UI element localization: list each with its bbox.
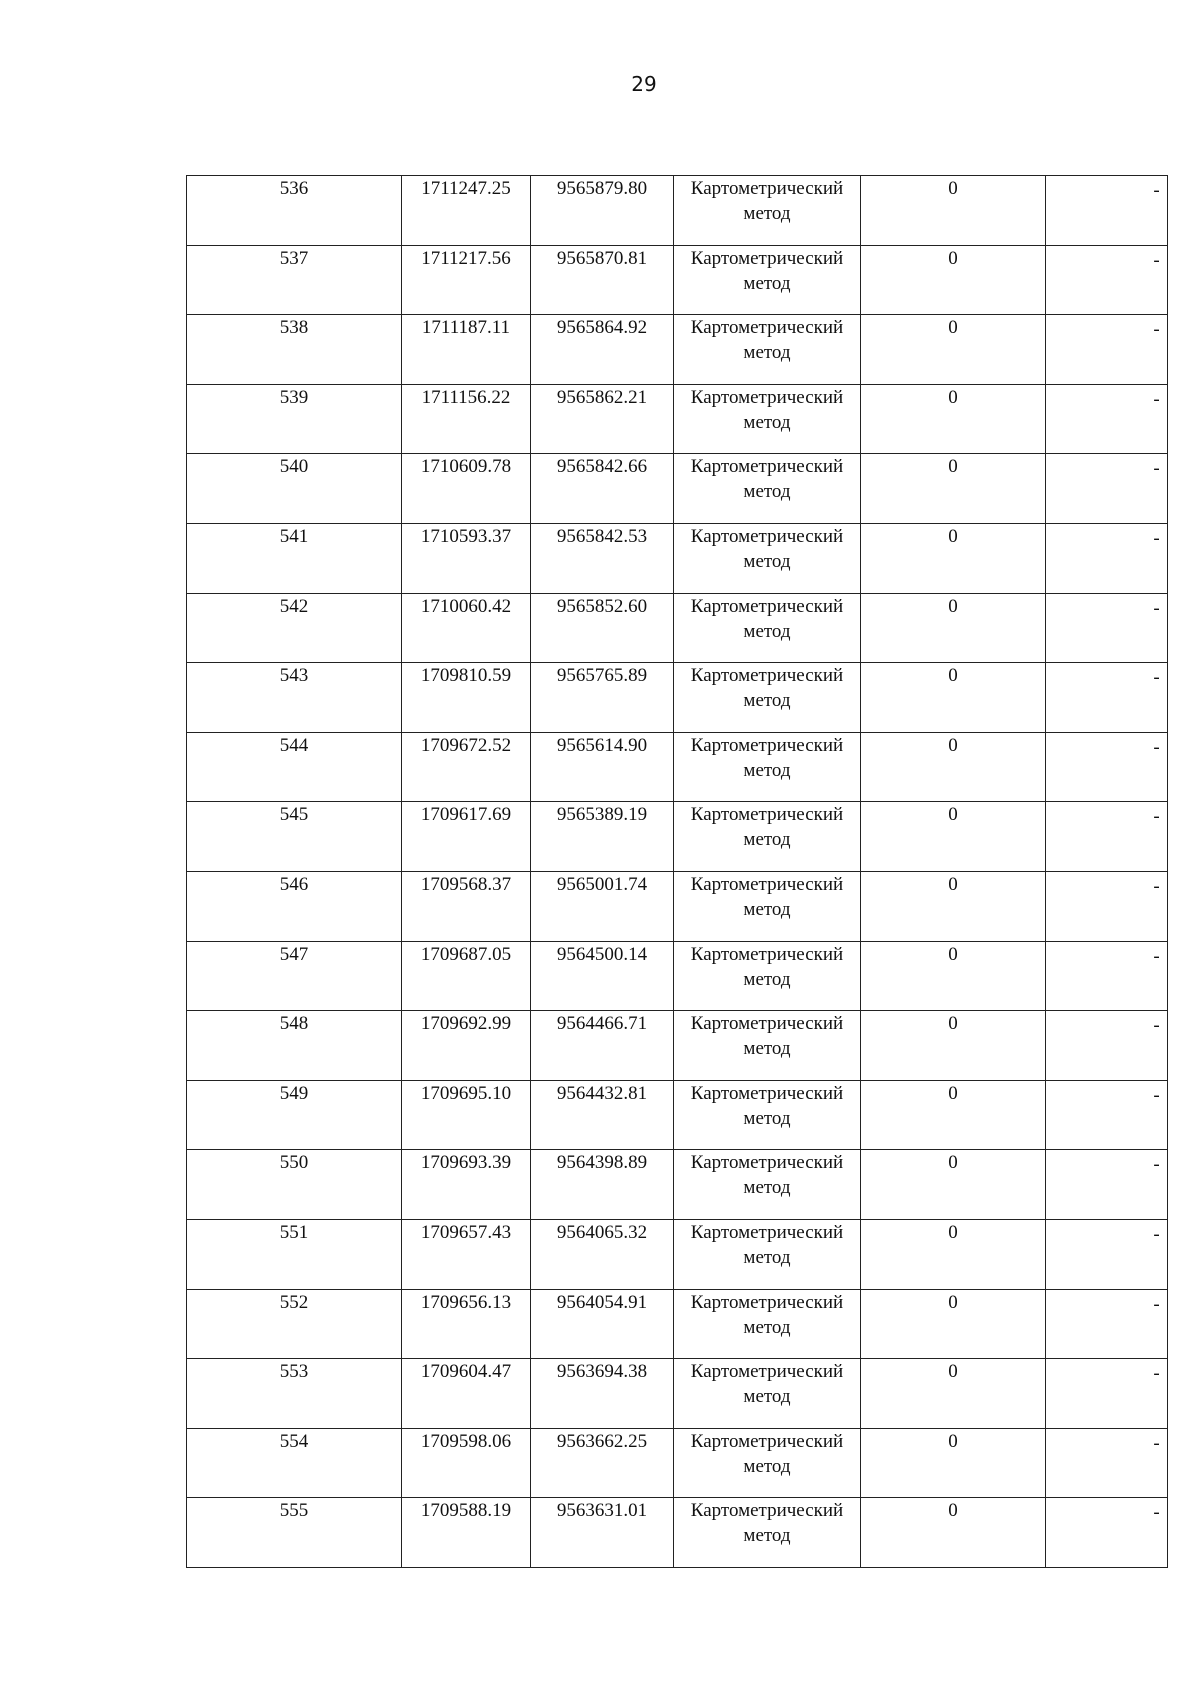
method-cell — [674, 1428, 861, 1498]
point-number: 539 — [279, 386, 309, 408]
method-line-1: Картометрический — [690, 1361, 844, 1383]
point-number: 537 — [279, 247, 309, 269]
y-coordinate: 9563631.01 — [556, 1500, 648, 1522]
y-coordinate-cell — [531, 1498, 674, 1568]
error-value: 0 — [948, 1361, 958, 1383]
method-cell — [674, 384, 861, 454]
y-coordinate-cell — [531, 315, 674, 385]
error-value: 0 — [948, 804, 958, 826]
y-coordinate: 9563694.38 — [556, 1361, 648, 1383]
x-coordinate-cell — [402, 1359, 531, 1429]
y-coordinate: 9565879.80 — [556, 178, 648, 199]
y-coordinate: 9564432.81 — [556, 1082, 648, 1104]
note-dash: - — [1153, 875, 1160, 897]
point-number: 541 — [279, 525, 309, 547]
table-row — [187, 663, 1168, 733]
note-dash: - — [1153, 1363, 1160, 1385]
x-coordinate: 1709588.19 — [420, 1500, 512, 1522]
y-coordinate: 9564398.89 — [556, 1152, 648, 1174]
note-dash: - — [1153, 1154, 1160, 1176]
x-coordinate-cell — [402, 1428, 531, 1498]
table-row — [187, 1219, 1168, 1289]
x-coordinate: 1711217.56 — [421, 247, 511, 269]
note-cell — [1046, 315, 1168, 385]
x-coordinate: 1711187.11 — [421, 317, 511, 339]
method-line-1: Картометрический — [690, 247, 844, 269]
y-coordinate-cell — [531, 1359, 674, 1429]
method-line-2: метод — [743, 342, 791, 364]
y-coordinate-cell — [531, 454, 674, 524]
x-coordinate: 1709693.39 — [420, 1152, 512, 1174]
method-line-2: метод — [743, 1316, 791, 1338]
x-coordinate-cell — [402, 593, 531, 663]
note-dash: - — [1153, 319, 1160, 341]
error-value: 0 — [948, 595, 958, 617]
note-cell — [1046, 1219, 1168, 1289]
error-cell — [861, 1428, 1046, 1498]
point-number-cell — [187, 454, 402, 524]
y-coordinate: 9565870.81 — [556, 247, 648, 269]
y-coordinate: 9565842.53 — [556, 525, 648, 547]
method-cell — [674, 1289, 861, 1359]
x-coordinate: 1710593.37 — [420, 525, 512, 547]
table-row — [187, 1289, 1168, 1359]
point-number-cell — [187, 1219, 402, 1289]
x-coordinate-cell — [402, 1080, 531, 1150]
y-coordinate-cell — [531, 384, 674, 454]
point-number: 550 — [279, 1152, 309, 1174]
note-dash: - — [1153, 1293, 1160, 1315]
point-number: 540 — [279, 456, 309, 478]
table-row — [187, 245, 1168, 315]
x-coordinate: 1709604.47 — [420, 1361, 512, 1383]
point-number: 546 — [279, 873, 309, 895]
y-coordinate: 9565852.60 — [556, 595, 648, 617]
method-cell — [674, 663, 861, 733]
x-coordinate-cell — [402, 245, 531, 315]
table-body — [187, 176, 1168, 1568]
point-number-cell — [187, 802, 402, 872]
method-line-2: метод — [743, 203, 791, 224]
error-cell — [861, 454, 1046, 524]
y-coordinate-cell — [531, 593, 674, 663]
point-number-cell — [187, 663, 402, 733]
method-line-1: Картометрический — [690, 804, 844, 826]
note-cell — [1046, 245, 1168, 315]
x-coordinate-cell — [402, 523, 531, 593]
method-line-2: метод — [743, 968, 791, 990]
point-number: 554 — [279, 1430, 309, 1452]
error-cell — [861, 245, 1046, 315]
x-coordinate: 1710609.78 — [420, 456, 512, 478]
error-cell — [861, 1150, 1046, 1220]
y-coordinate-cell — [531, 245, 674, 315]
note-cell — [1046, 384, 1168, 454]
page-number: 29 — [631, 72, 657, 96]
table-row — [187, 1498, 1168, 1568]
method-line-2: метод — [743, 1455, 791, 1477]
y-coordinate: 9564065.32 — [556, 1221, 648, 1243]
method-line-2: метод — [743, 898, 791, 920]
error-cell — [861, 523, 1046, 593]
point-number: 542 — [279, 595, 309, 617]
x-coordinate-cell — [402, 384, 531, 454]
method-cell — [674, 1359, 861, 1429]
note-dash: - — [1153, 1223, 1160, 1245]
error-cell — [861, 384, 1046, 454]
error-cell — [861, 1498, 1046, 1568]
error-value: 0 — [948, 1221, 958, 1243]
error-value: 0 — [948, 525, 958, 547]
x-coordinate-cell — [402, 454, 531, 524]
error-value: 0 — [948, 178, 958, 199]
x-coordinate-cell — [402, 871, 531, 941]
x-coordinate: 1709687.05 — [420, 943, 512, 965]
y-coordinate: 9564054.91 — [556, 1291, 648, 1313]
point-number: 544 — [279, 734, 309, 756]
method-line-2: метод — [743, 829, 791, 851]
note-cell — [1046, 1150, 1168, 1220]
y-coordinate: 9564466.71 — [556, 1013, 648, 1035]
x-coordinate-cell — [402, 315, 531, 385]
method-line-2: метод — [743, 759, 791, 781]
method-cell — [674, 941, 861, 1011]
point-number: 552 — [279, 1291, 309, 1313]
note-cell — [1046, 1498, 1168, 1568]
y-coordinate: 9565864.92 — [556, 317, 648, 339]
point-number-cell — [187, 1359, 402, 1429]
note-dash: - — [1153, 945, 1160, 967]
x-coordinate-cell — [402, 1219, 531, 1289]
x-coordinate: 1709657.43 — [420, 1221, 512, 1243]
note-cell — [1046, 802, 1168, 872]
point-number: 543 — [279, 665, 309, 687]
point-number-cell — [187, 1080, 402, 1150]
note-dash: - — [1153, 667, 1160, 689]
x-coordinate: 1711156.22 — [421, 386, 511, 408]
y-coordinate-cell — [531, 941, 674, 1011]
point-number-cell — [187, 245, 402, 315]
method-cell — [674, 1150, 861, 1220]
note-dash: - — [1153, 1084, 1160, 1106]
method-line-1: Картометрический — [690, 1152, 844, 1174]
error-cell — [861, 1080, 1046, 1150]
method-line-2: метод — [743, 272, 791, 294]
x-coordinate: 1710060.42 — [420, 595, 512, 617]
point-number: 555 — [279, 1500, 309, 1522]
error-value: 0 — [948, 386, 958, 408]
method-line-2: метод — [743, 690, 791, 712]
point-number-cell — [187, 732, 402, 802]
method-line-1: Картометрический — [690, 1082, 844, 1104]
y-coordinate-cell — [531, 871, 674, 941]
note-dash: - — [1153, 806, 1160, 828]
note-cell — [1046, 732, 1168, 802]
point-number-cell — [187, 176, 402, 246]
note-cell — [1046, 1289, 1168, 1359]
point-number-cell — [187, 384, 402, 454]
y-coordinate-cell — [531, 732, 674, 802]
error-cell — [861, 941, 1046, 1011]
table-row — [187, 1150, 1168, 1220]
note-cell — [1046, 663, 1168, 733]
x-coordinate-cell — [402, 176, 531, 246]
note-dash: - — [1153, 1432, 1160, 1454]
y-coordinate-cell — [531, 1080, 674, 1150]
error-value: 0 — [948, 317, 958, 339]
table-row — [187, 1359, 1168, 1429]
note-cell — [1046, 1011, 1168, 1081]
x-coordinate-cell — [402, 1150, 531, 1220]
note-cell — [1046, 1080, 1168, 1150]
point-number: 548 — [279, 1013, 309, 1035]
note-cell — [1046, 871, 1168, 941]
error-value: 0 — [948, 873, 958, 895]
method-cell — [674, 802, 861, 872]
table-row — [187, 802, 1168, 872]
y-coordinate-cell — [531, 1289, 674, 1359]
error-value: 0 — [948, 247, 958, 269]
table-row — [187, 1080, 1168, 1150]
method-line-1: Картометрический — [690, 873, 844, 895]
table-row — [187, 593, 1168, 663]
note-cell — [1046, 593, 1168, 663]
x-coordinate: 1709598.06 — [420, 1430, 512, 1452]
note-dash: - — [1153, 458, 1160, 480]
point-number-cell — [187, 1428, 402, 1498]
point-number: 551 — [279, 1221, 309, 1243]
error-cell — [861, 315, 1046, 385]
method-line-2: метод — [743, 1246, 791, 1268]
x-coordinate: 1709695.10 — [420, 1082, 512, 1104]
y-coordinate: 9565389.19 — [556, 804, 648, 826]
error-value: 0 — [948, 1291, 958, 1313]
y-coordinate-cell — [531, 1428, 674, 1498]
y-coordinate-cell — [531, 1219, 674, 1289]
method-cell — [674, 1498, 861, 1568]
method-cell — [674, 1080, 861, 1150]
method-cell — [674, 1011, 861, 1081]
point-number-cell — [187, 1150, 402, 1220]
point-number: 549 — [279, 1082, 309, 1104]
method-line-1: Картометрический — [690, 595, 844, 617]
point-number-cell — [187, 315, 402, 385]
method-line-2: метод — [743, 620, 791, 642]
method-line-2: метод — [743, 411, 791, 433]
error-value: 0 — [948, 456, 958, 478]
table-row — [187, 384, 1168, 454]
point-number-cell — [187, 1289, 402, 1359]
y-coordinate-cell — [531, 802, 674, 872]
point-number-cell — [187, 941, 402, 1011]
note-dash: - — [1153, 1502, 1160, 1524]
error-cell — [861, 871, 1046, 941]
note-cell — [1046, 176, 1168, 246]
table-row — [187, 941, 1168, 1011]
error-cell — [861, 663, 1046, 733]
error-cell — [861, 593, 1046, 663]
error-value: 0 — [948, 1152, 958, 1174]
error-value: 0 — [948, 665, 958, 687]
note-cell — [1046, 1359, 1168, 1429]
x-coordinate: 1709568.37 — [420, 873, 512, 895]
x-coordinate-cell — [402, 1498, 531, 1568]
method-line-1: Картометрический — [690, 734, 844, 756]
method-line-1: Картометрический — [690, 943, 844, 965]
method-line-2: метод — [743, 481, 791, 503]
point-number: 547 — [279, 943, 309, 965]
x-coordinate: 1709656.13 — [420, 1291, 512, 1313]
method-line-2: метод — [743, 1525, 791, 1547]
method-line-2: метод — [743, 550, 791, 572]
x-coordinate-cell — [402, 1011, 531, 1081]
point-number: 553 — [279, 1361, 309, 1383]
y-coordinate-cell — [531, 1011, 674, 1081]
note-dash: - — [1153, 527, 1160, 549]
method-cell — [674, 245, 861, 315]
method-line-2: метод — [743, 1386, 791, 1408]
note-dash: - — [1153, 1015, 1160, 1037]
error-cell — [861, 732, 1046, 802]
method-line-2: метод — [743, 1107, 791, 1129]
error-cell — [861, 1359, 1046, 1429]
table-row — [187, 176, 1168, 246]
error-cell — [861, 1289, 1046, 1359]
error-cell — [861, 802, 1046, 872]
y-coordinate: 9565842.66 — [556, 456, 648, 478]
error-cell — [861, 1219, 1046, 1289]
method-cell — [674, 1219, 861, 1289]
point-number: 545 — [279, 804, 309, 826]
x-coordinate: 1709617.69 — [420, 804, 512, 826]
point-number-cell — [187, 523, 402, 593]
method-cell — [674, 593, 861, 663]
method-line-1: Картометрический — [690, 178, 844, 199]
y-coordinate: 9565001.74 — [556, 873, 648, 895]
method-cell — [674, 176, 861, 246]
error-value: 0 — [948, 1082, 958, 1104]
x-coordinate: 1711247.25 — [421, 178, 511, 199]
table-row — [187, 871, 1168, 941]
method-line-2: метод — [743, 1038, 791, 1060]
point-number: 538 — [279, 317, 309, 339]
table-row — [187, 1428, 1168, 1498]
note-dash: - — [1153, 249, 1160, 271]
method-cell — [674, 732, 861, 802]
method-line-1: Картометрический — [690, 1500, 844, 1522]
note-dash: - — [1153, 597, 1160, 619]
table-row — [187, 732, 1168, 802]
method-line-1: Картометрический — [690, 665, 844, 687]
error-value: 0 — [948, 943, 958, 965]
method-line-1: Картометрический — [690, 456, 844, 478]
y-coordinate: 9564500.14 — [556, 943, 648, 965]
point-number-cell — [187, 1011, 402, 1081]
note-cell — [1046, 454, 1168, 524]
note-cell — [1046, 1428, 1168, 1498]
error-value: 0 — [948, 1430, 958, 1452]
error-value: 0 — [948, 1500, 958, 1522]
point-number: 536 — [279, 178, 309, 199]
y-coordinate: 9563662.25 — [556, 1430, 648, 1452]
error-cell — [861, 1011, 1046, 1081]
note-cell — [1046, 523, 1168, 593]
table-row — [187, 315, 1168, 385]
y-coordinate-cell — [531, 663, 674, 733]
x-coordinate: 1709692.99 — [420, 1013, 512, 1035]
method-line-1: Картометрический — [690, 1013, 844, 1035]
table-row — [187, 454, 1168, 524]
error-cell — [861, 176, 1046, 246]
method-cell — [674, 315, 861, 385]
x-coordinate-cell — [402, 941, 531, 1011]
y-coordinate-cell — [531, 523, 674, 593]
x-coordinate-cell — [402, 802, 531, 872]
point-number-cell — [187, 593, 402, 663]
note-cell — [1046, 941, 1168, 1011]
method-line-1: Картометрический — [690, 386, 844, 408]
note-dash: - — [1153, 736, 1160, 758]
point-number-cell — [187, 871, 402, 941]
method-line-1: Картометрический — [690, 1430, 844, 1452]
method-line-2: метод — [743, 1177, 791, 1199]
x-coordinate-cell — [402, 1289, 531, 1359]
x-coordinate: 1709672.52 — [420, 734, 512, 756]
x-coordinate-cell — [402, 732, 531, 802]
x-coordinate: 1709810.59 — [420, 665, 512, 687]
method-cell — [674, 454, 861, 524]
method-cell — [674, 871, 861, 941]
y-coordinate: 9565862.21 — [556, 386, 648, 408]
error-value: 0 — [948, 1013, 958, 1035]
y-coordinate-cell — [531, 176, 674, 246]
error-value: 0 — [948, 734, 958, 756]
method-line-1: Картометрический — [690, 317, 844, 339]
y-coordinate: 9565765.89 — [556, 665, 648, 687]
point-number-cell — [187, 1498, 402, 1568]
method-cell — [674, 523, 861, 593]
table-row — [187, 523, 1168, 593]
method-line-1: Картометрический — [690, 1221, 844, 1243]
method-line-1: Картометрический — [690, 525, 844, 547]
coordinates-table — [186, 175, 1168, 1568]
note-dash: - — [1153, 180, 1160, 201]
x-coordinate-cell — [402, 663, 531, 733]
note-dash: - — [1153, 388, 1160, 410]
y-coordinate-cell — [531, 1150, 674, 1220]
method-line-1: Картометрический — [690, 1291, 844, 1313]
table-row — [187, 1011, 1168, 1081]
y-coordinate: 9565614.90 — [556, 734, 648, 756]
